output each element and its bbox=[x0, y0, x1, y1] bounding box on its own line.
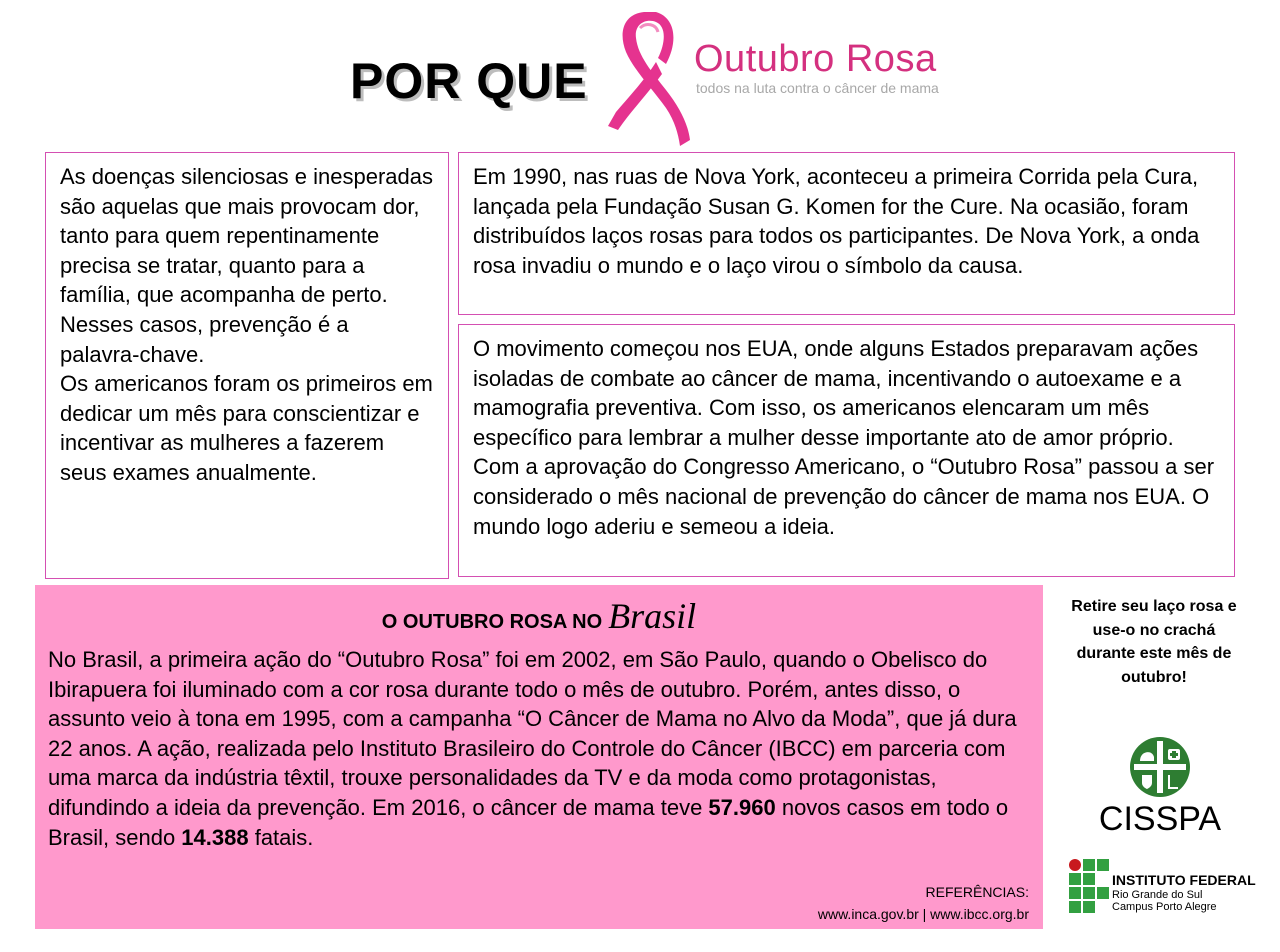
references-links: www.inca.gov.br | www.ibcc.org.br bbox=[817, 906, 1029, 922]
page-title: POR QUE bbox=[350, 53, 588, 109]
intro-box bbox=[45, 152, 449, 579]
references-label: REFERÊNCIAS: bbox=[925, 884, 1029, 900]
if-grid-icon bbox=[1068, 858, 1112, 914]
history-text: Em 1990, nas ruas de Nova York, aconteceu a primeira Corrida pela Cura, lançada pela Fundação Susan G. Komen for the Cure. Na ocasião, foram distribuídos laços rosas para todos os participantes. De Nova York, a onda rosa invadiu o mundo e o laço virou o símbolo da causa. bbox=[473, 164, 1200, 278]
if-name: INSTITUTO FEDERAL bbox=[1112, 872, 1256, 888]
movement-text: O movimento começou nos EUA, onde alguns Estados preparavam ações isoladas de combate ao câncer de mama, incentivando o autoexame e a mamografia preventiva. Com isso, os americanos elencaram um mês específico para lembrar a mulher desse importante ato de amor próprio. Com a aprovação do Congresso Americano, o “Outubro Rosa” passou a ser considerado o mês nacional de prevenção do câncer de mama nos EUA. O mundo logo aderiu e semeou a ideia. bbox=[473, 336, 1215, 539]
brasil-section bbox=[35, 585, 1043, 929]
brasil-heading-text: O OUTUBRO ROSA NO bbox=[381, 611, 603, 633]
if-campus: Campus Porto Alegre bbox=[1112, 901, 1217, 913]
cisspa-name: CISSPA bbox=[1098, 800, 1222, 838]
brand-tagline: todos na luta contra o câncer de mama bbox=[696, 80, 939, 96]
references bbox=[818, 881, 1029, 925]
if-state: Rio Grande do Sul bbox=[1112, 889, 1203, 901]
ribbon-callout: Retire seu laço rosa e use-o no crachá durante este mês de outubro! bbox=[1071, 598, 1237, 686]
pink-ribbon-icon bbox=[606, 8, 692, 150]
brasil-heading bbox=[35, 595, 1043, 637]
movement-box bbox=[458, 324, 1235, 577]
brand-name: Outubro Rosa bbox=[694, 38, 937, 80]
intro-paragraph-3: Os americanos foram os primeiros em dedicar um mês para conscientizar e incentivar as mulheres a fazerem seus exames anualmente. bbox=[60, 371, 433, 485]
brasil-cases: 57.960 bbox=[708, 794, 776, 820]
brasil-body-c: fatais. bbox=[248, 824, 314, 850]
intro-paragraph-2: Nesses casos, prevenção é a palavra-chave. bbox=[60, 311, 349, 367]
brasil-deaths: 14.388 bbox=[181, 824, 249, 850]
intro-paragraph-1: As doenças silenciosas e inesperadas são aquelas que mais provocam dor, tanto para quem repentinamente precisa se tratar, quanto para a família, que acompanha de perto. bbox=[60, 164, 434, 308]
brasil-body bbox=[48, 645, 1028, 852]
cisspa-shield-icon bbox=[1128, 735, 1192, 799]
brasil-body-a: No Brasil, a primeira ação do “Outubro Rosa” foi em 2002, em São Paulo, quando o Obelisco do Ibirapuera foi iluminado com a cor rosa durante todo o mês de outubro. Porém, antes disso, o assunto veio à tona em 1995, com a campanha “O Câncer de Mama no Alvo da Moda”, que já dura 22 anos. A ação, realizada pelo Instituto Brasileiro do Controle do Câncer (IBCC) em parceria com uma marca da indústria têxtil, trouxe personalidades da TV e da moda como protagonistas, difundindo a ideia da prevenção. Em 2016, o câncer de mama teve bbox=[48, 647, 1017, 820]
history-box bbox=[458, 152, 1235, 315]
brasil-heading-script: Brasil bbox=[608, 596, 697, 636]
brasil-body-b: novos casos em todo o Brasil, sendo bbox=[48, 794, 1009, 850]
